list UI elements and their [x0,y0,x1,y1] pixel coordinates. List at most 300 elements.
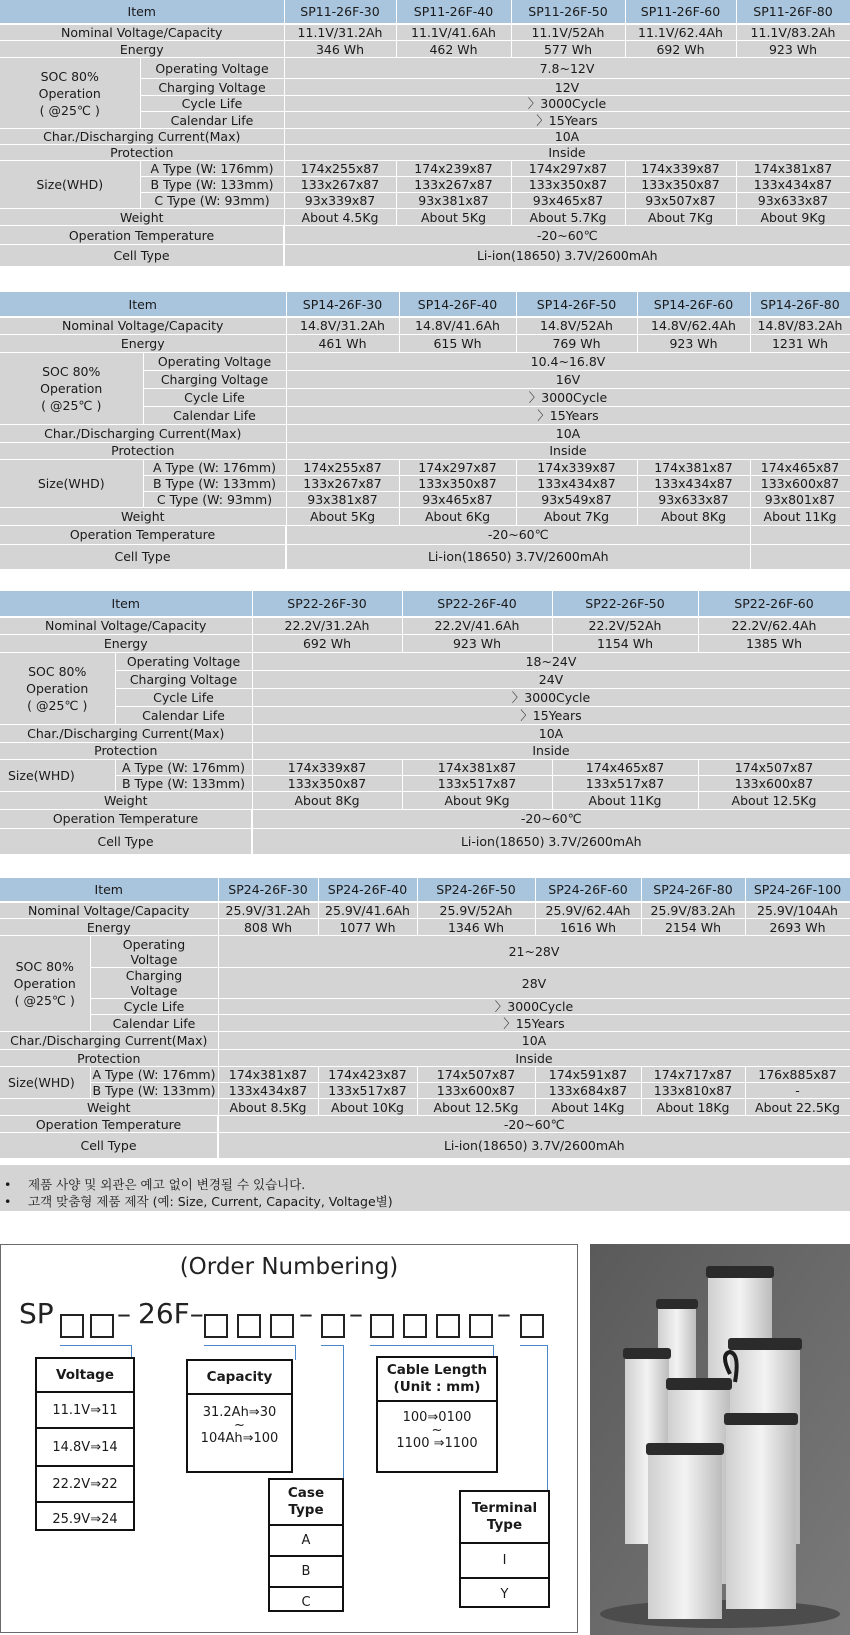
table-cell: About 9Kg [402,791,552,809]
soc-line: SOC 80% [40,68,99,84]
table-cell: Li-ion(18650) 3.7V/2600mAh [252,828,850,854]
table-row [0,828,850,854]
table-cell: 1154 Wh [552,634,698,652]
table-cell: Li-ion(18650) 3.7V/2600mAh [286,544,750,569]
table-cell: About 7Kg [516,507,637,525]
code-slot [403,1314,427,1338]
table-row [0,245,850,267]
table-cell: Inside [218,1050,850,1067]
table-row [0,41,850,58]
table-row [0,1032,850,1050]
row-label: Nominal Voltage/Capacity [0,317,286,334]
bullet: • [4,1177,12,1192]
table-cell: About 4.5Kg [284,209,396,226]
code-slot [60,1314,84,1338]
row-label: Energy [0,334,286,352]
table-cell: 10A [252,724,850,742]
row-label: Charging Voltage [140,79,284,96]
terminal-title-line: Type [486,1517,523,1533]
row-label: Cell Type [0,245,284,267]
header-model: SP11-26F-80 [736,0,850,24]
table-row [0,724,850,742]
table-cell: 174x239x87 [396,161,511,177]
header-model: SP22-26F-50 [552,591,698,617]
table-cell: 133x267x87 [396,177,511,193]
cable-title-line: Cable Length [386,1362,488,1378]
case-title [270,1480,342,1526]
header-model: SP11-26F-40 [396,0,511,24]
size-label: Size(WHD) [0,759,115,791]
table-cell: 174x465x87 [750,459,850,475]
table-cell: 2693 Wh [745,919,850,936]
table-cell: 174x339x87 [516,459,637,475]
row-label: Operating Voltage [143,352,286,370]
row-label: Cycle Life [140,96,284,112]
header-model: SP24-26F-100 [745,878,850,902]
table-row [0,670,850,688]
voltage-option: 14.8V⇒14 [37,1429,133,1467]
row-label: C Type (W: 93mm) [140,193,284,209]
order-title: (Order Numbering) [179,1254,399,1280]
note-text: 고객 맞춤형 제품 제작 (예: Size, Current, Capacity, Voltage별) [28,1194,393,1209]
size-label: Size(WHD) [0,459,143,507]
row-label: Calendar Life [143,406,286,424]
table-cell: About 6Kg [399,507,516,525]
row-label: Char./Discharging Current(Max) [0,724,252,742]
table-row [0,706,850,724]
table-cell: 346 Wh [284,41,396,58]
header-item: Item [0,591,252,617]
table-row [0,507,850,525]
table-cell: 25.9V/52Ah [417,902,535,919]
table-row [0,809,850,828]
table-cell: 133x267x87 [286,475,399,491]
soc-line: Operation [13,976,76,991]
row-label: Operating Voltage [115,652,252,670]
header-model: SP14-26F-80 [750,292,850,317]
row-label: Calendar Life [140,112,284,129]
table-cell: 174x255x87 [286,459,399,475]
table-cell: 14.8V/41.6Ah [399,317,516,334]
header-model: SP14-26F-50 [516,292,637,317]
connector-line [204,1345,296,1346]
soc-label [0,652,115,724]
code-slot [321,1314,345,1338]
table-cell: 7.8~12V [284,58,850,79]
row-label: Protection [0,145,284,161]
table-cell: 24V [252,670,850,688]
soc-line: SOC 80% [15,959,74,974]
table-row [0,1099,850,1116]
table-cell: 133x350x87 [511,177,625,193]
table-cell: 133x434x87 [516,475,637,491]
table-cell: 25.9V/83.2Ah [641,902,745,919]
spec-table-sp14 [0,292,850,570]
table-cell: 174x339x87 [252,759,402,775]
row-label: A Type (W: 176mm) [140,161,284,177]
spec-table-sp24 [0,878,850,1159]
table-cell: 923 Wh [736,41,850,58]
table-row [0,775,850,791]
table-cell: 1346 Wh [417,919,535,936]
table-cell: About 14Kg [535,1099,641,1116]
table-cell: 93x465x87 [511,193,625,209]
table-header-row [0,292,850,317]
code-dash: – [299,1297,313,1330]
note-text: 제품 사양 및 외관은 예고 없이 변경될 수 있습니다. [28,1177,306,1192]
connector-line [295,1345,296,1360]
table-cell: About 22.5Kg [745,1099,850,1116]
case-option: C [301,1594,311,1610]
table-cell: 133x600x87 [698,775,850,791]
row-label: Protection [0,442,286,459]
table-cell: 133x517x87 [402,775,552,791]
table-cell: -20~60℃ [284,226,850,245]
table-cell: 21~28V [218,936,850,968]
table-row [0,968,850,999]
table-cell: 93x549x87 [516,491,637,507]
table-cell: 461 Wh [286,334,399,352]
soc-line: ( @25℃ ) [41,397,102,413]
cable-title-line: (Unit : mm) [393,1379,481,1395]
table-cell: 133x684x87 [535,1083,641,1099]
soc-line: Operation [26,680,89,696]
capacity-range [188,1395,291,1447]
table-cell: 93x507x87 [625,193,736,209]
row-label: Cell Type [0,828,252,854]
table-cell-empty [750,525,850,544]
table-cell: 577 Wh [511,41,625,58]
soc-line: ( @25℃ ) [27,697,88,713]
table-cell: 1385 Wh [698,634,850,652]
table-cell: 133x434x87 [736,177,850,193]
table-cell: 22.2V/52Ah [552,617,698,634]
note-line [4,1192,393,1210]
connector-line [60,1345,132,1346]
table-row [0,617,850,634]
table-cell: 1077 Wh [318,919,417,936]
row-label: Weight [0,209,284,226]
battery-packs-image [590,1244,850,1635]
row-label: Nominal Voltage/Capacity [0,24,284,41]
table-cell: 174x297x87 [511,161,625,177]
table-cell: About 18Kg [641,1099,745,1116]
table-cell: About 7Kg [625,209,736,226]
table-cell: 133x810x87 [641,1083,745,1099]
table-cell: 14.8V/52Ah [516,317,637,334]
row-label: Operation Temperature [0,1116,218,1133]
row-label: Nominal Voltage/Capacity [0,902,218,919]
table-row [0,525,850,544]
row-label: B Type (W: 133mm) [140,177,284,193]
row-label: B Type (W: 133mm) [115,775,252,791]
table-cell: 133x434x87 [218,1083,318,1099]
table-cell: 11.1V/83.2Ah [736,24,850,41]
row-label: Cell Type [0,1133,218,1159]
capacity-line: 104Ah⇒100 [200,1431,279,1446]
table-header-row [0,591,850,617]
size-label: Size(WHD) [0,161,140,209]
header-model: SP11-26F-60 [625,0,736,24]
table-row [0,634,850,652]
soc-line: SOC 80% [42,363,101,379]
row-label: Weight [0,507,286,525]
code-slot [237,1314,261,1338]
table-cell: 923 Wh [637,334,750,352]
table-cell: 〉3000Cycle [284,96,850,112]
code-slot [270,1314,294,1338]
table-cell: 174x591x87 [535,1067,641,1083]
table-cell: 〉15Years [284,112,850,129]
voltage-title: Voltage [37,1359,133,1393]
row-label: Weight [0,1099,218,1116]
code-dash: – [497,1297,511,1330]
table-cell: 133x267x87 [284,177,396,193]
row-label: Calendar Life [115,706,252,724]
table-cell: 133x350x87 [625,177,736,193]
header-item: Item [0,878,218,902]
case-option: A [270,1526,342,1557]
table-cell: Inside [286,442,850,459]
row-label: Cycle Life [143,388,286,406]
table-cell: About 12.5Kg [417,1099,535,1116]
table-cell: About 5.7Kg [511,209,625,226]
table-row [0,919,850,936]
table-cell: 〉15Years [286,406,850,424]
case-title-line: Type [288,1502,324,1518]
table-header-row [0,878,850,902]
table-cell: 93x801x87 [750,491,850,507]
table-cell: About 12.5Kg [698,791,850,809]
table-cell: 133x600x87 [417,1083,535,1099]
table-cell: 133x350x87 [399,475,516,491]
table-cell: 133x517x87 [552,775,698,791]
table-cell: 1231 Wh [750,334,850,352]
table-row [0,544,850,569]
label-line: Voltage [130,951,178,967]
table-cell: -20~60℃ [252,809,850,828]
table-cell: 〉15Years [252,706,850,724]
row-label: Weight [0,791,252,809]
table-cell: -20~60℃ [218,1116,850,1133]
table-cell: 22.2V/62.4Ah [698,617,850,634]
header-model: SP24-26F-50 [417,878,535,902]
header-model: SP14-26F-40 [399,292,516,317]
terminal-option: Y [500,1587,509,1602]
row-label: Protection [0,742,252,759]
table-cell-empty [750,544,850,569]
terminal-title-line: Terminal [471,1500,538,1516]
code-slot [370,1314,394,1338]
code-dash: – [349,1297,363,1330]
soc-label [0,58,140,129]
table-cell: 14.8V/62.4Ah [637,317,750,334]
table-cell: About 8.5Kg [218,1099,318,1116]
row-label: Charging Voltage [143,370,286,388]
row-label: C Type (W: 93mm) [143,491,286,507]
row-label: Char./Discharging Current(Max) [0,1032,218,1050]
table-row [0,58,850,79]
row-label: Energy [0,41,284,58]
table-cell: 11.1V/62.4Ah [625,24,736,41]
table-cell: 16V [286,370,850,388]
cable-range [378,1402,496,1452]
capacity-line: ~ [234,1418,245,1433]
table-cell: Li-ion(18650) 3.7V/2600mAh [284,245,850,267]
row-label: Char./Discharging Current(Max) [0,424,286,442]
table-cell: About 5Kg [286,507,399,525]
table-row [0,226,850,245]
table-cell: 93x465x87 [399,491,516,507]
table-cell: 133x600x87 [750,475,850,491]
cable-line: 100⇒0100 [402,1410,472,1425]
soc-line: Operation [38,85,101,101]
table-cell: 10A [284,129,850,145]
size-label: Size(WHD) [0,1067,90,1099]
header-model: SP11-26F-30 [284,0,396,24]
capacity-line: 31.2Ah⇒30 [202,1405,277,1420]
code-mid: 26F– [138,1297,204,1330]
table-cell: 1616 Wh [535,919,641,936]
table-cell: 12V [284,79,850,96]
row-label: Cell Type [0,544,286,569]
table-cell: 93x633x87 [637,491,750,507]
note-line [4,1175,305,1193]
table-row [0,352,850,370]
table-cell: 174x507x87 [698,759,850,775]
row-label: Calendar Life [90,1015,218,1032]
table-cell: 22.2V/41.6Ah [402,617,552,634]
table-row [0,209,850,226]
soc-line: SOC 80% [28,663,87,679]
header-model: SP11-26F-50 [511,0,625,24]
code-prefix: SP [19,1297,54,1330]
header-item: Item [0,0,284,24]
table-cell: 〉15Years [218,1015,850,1032]
spec-table-sp11 [0,0,850,267]
spec-table-sp22 [0,591,850,855]
table-cell: 133x517x87 [318,1083,417,1099]
notes-box [0,1165,850,1211]
header-model: SP24-26F-40 [318,878,417,902]
battery-pack [724,1413,798,1609]
row-label: Cycle Life [90,999,218,1015]
table-row [0,688,850,706]
row-label [90,968,218,999]
header-model: SP24-26F-60 [535,878,641,902]
table-cell: 923 Wh [402,634,552,652]
row-label: A Type (W: 176mm) [90,1067,218,1083]
table-row [0,334,850,352]
terminal-option: I [461,1544,548,1579]
row-label [90,936,218,968]
table-row [0,317,850,334]
row-label: Char./Discharging Current(Max) [0,129,284,145]
table-cell: 174x465x87 [552,759,698,775]
cable-line: 1100 ⇒1100 [396,1436,478,1451]
case-option: B [270,1557,342,1588]
table-cell: 176x885x87 [745,1067,850,1083]
terminal-type-box [459,1490,550,1608]
table-cell: 22.2V/31.2Ah [252,617,402,634]
row-label: Nominal Voltage/Capacity [0,617,252,634]
table-cell: 14.8V/31.2Ah [286,317,399,334]
row-label: Operation Temperature [0,525,286,544]
table-cell: Inside [252,742,850,759]
product-photo [590,1244,850,1635]
code-slot [90,1314,114,1338]
table-cell: 808 Wh [218,919,318,936]
table-cell: 615 Wh [399,334,516,352]
header-model: SP14-26F-30 [286,292,399,317]
table-cell: 93x381x87 [286,491,399,507]
soc-line: Operation [40,380,103,396]
table-cell: 10A [218,1032,850,1050]
table-row [0,145,850,161]
header-model: SP14-26F-60 [637,292,750,317]
table-row [0,902,850,919]
table-cell: 10A [286,424,850,442]
table-cell: Inside [284,145,850,161]
table-cell: 25.9V/31.2Ah [218,902,318,919]
row-label: A Type (W: 176mm) [115,759,252,775]
table-cell: About 10Kg [318,1099,417,1116]
table-row [0,459,850,475]
header-item: Item [0,292,286,317]
table-cell: About 8Kg [637,507,750,525]
table-cell: 14.8V/83.2Ah [750,317,850,334]
row-label: Protection [0,1050,218,1067]
table-cell: Li-ion(18650) 3.7V/2600mAh [218,1133,850,1159]
voltage-option: 11.1V⇒11 [37,1393,133,1429]
table-cell: 174x297x87 [399,459,516,475]
table-row [0,1133,850,1159]
code-slot [436,1314,460,1338]
table-row [0,999,850,1015]
voltage-box [35,1357,135,1531]
table-row [0,24,850,41]
code-slot [469,1314,493,1338]
connector-line [547,1345,548,1490]
table-cell: 174x255x87 [284,161,396,177]
label-line: Charging [125,968,183,983]
header-model: SP22-26F-30 [252,591,402,617]
table-cell: 692 Wh [625,41,736,58]
table-cell: 174x717x87 [641,1067,745,1083]
row-label: B Type (W: 133mm) [143,475,286,491]
table-cell: 174x381x87 [637,459,750,475]
code-slot [204,1314,228,1338]
row-label: Cycle Life [115,688,252,706]
row-label: Operation Temperature [0,809,252,828]
table-cell: 25.9V/104Ah [745,902,850,919]
row-label: Energy [0,634,252,652]
capacity-title: Capacity [188,1361,291,1395]
soc-line: ( @25℃ ) [14,993,75,1008]
terminal-title [461,1492,548,1544]
table-cell: 133x434x87 [637,475,750,491]
table-cell: 25.9V/62.4Ah [535,902,641,919]
code-slot [520,1314,544,1338]
connector-line [520,1345,548,1346]
row-label: Operation Temperature [0,226,284,245]
table-row [0,936,850,968]
table-row [0,742,850,759]
table-cell: -20~60℃ [286,525,750,544]
battery-pack [646,1443,724,1619]
table-cell: 〉3000Cycle [252,688,850,706]
table-cell: 174x507x87 [417,1067,535,1083]
